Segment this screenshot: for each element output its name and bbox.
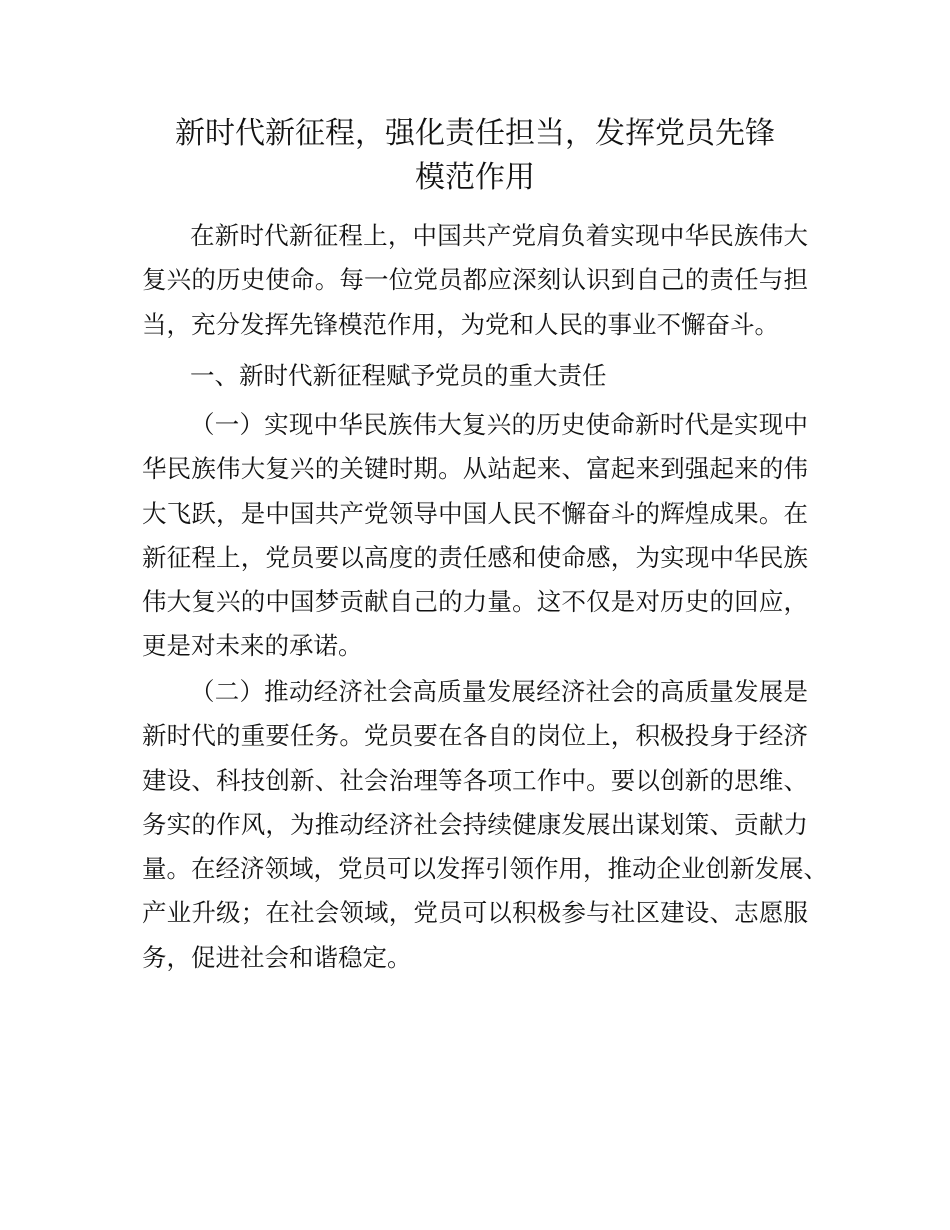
title-line: 新时代新征程，强化责任担当，发挥党员先锋 [175, 116, 775, 151]
text-line: 当，充分发挥先锋模范作用，为党和人民的事业不懈奋斗。 [142, 309, 779, 339]
text-line: 产业升级；在社会领域，党员可以积极参与社区建设、志愿服 [142, 898, 808, 928]
text-line: （二）推动经济社会高质量发展经济社会的高质量发展是 [190, 677, 808, 706]
text-line: 务，促进社会和谐稳定。 [142, 942, 412, 972]
heading-line: 一、新时代新征程赋予党员的重大责任 [190, 361, 607, 390]
text-line: 复兴的历史使命。每一位党员都应深刻认识到自己的责任与担 [142, 265, 808, 295]
text-line: 务实的作风，为推动经济社会持续健康发展出谋划策、贡献力 [142, 809, 808, 839]
text-line: 在新时代新征程上，中国共产党肩负着实现中华民族伟大 [190, 221, 808, 250]
text-line: 新时代的重要任务。党员要在各自的岗位上，积极投身于经济 [142, 721, 808, 751]
text-line: 伟大复兴的中国梦贡献自己的力量。这不仅是对历史的回应， [142, 587, 808, 617]
document-title [140, 112, 810, 200]
text-line: 建设、科技创新、社会治理等各项工作中。要以创新的思维、 [142, 765, 808, 795]
section-heading [142, 354, 808, 398]
intro-paragraph [142, 214, 808, 347]
paragraph-2 [142, 670, 828, 980]
text-line: （一）实现中华民族伟大复兴的历史使命新时代是实现中 [190, 410, 808, 439]
paragraph-1 [142, 403, 808, 669]
text-line: 更是对未来的承诺。 [142, 631, 363, 661]
text-line: 华民族伟大复兴的关键时期。从站起来、富起来到强起来的伟 [142, 454, 808, 484]
text-line: 大飞跃，是中国共产党领导中国人民不懈奋斗的辉煌成果。在 [142, 498, 808, 528]
text-line: 新征程上，党员要以高度的责任感和使命感，为实现中华民族 [142, 542, 808, 572]
title-line: 模范作用 [415, 160, 535, 195]
text-line: 量。在经济领域，党员可以发挥引领作用，推动企业创新发展、 [142, 854, 828, 884]
